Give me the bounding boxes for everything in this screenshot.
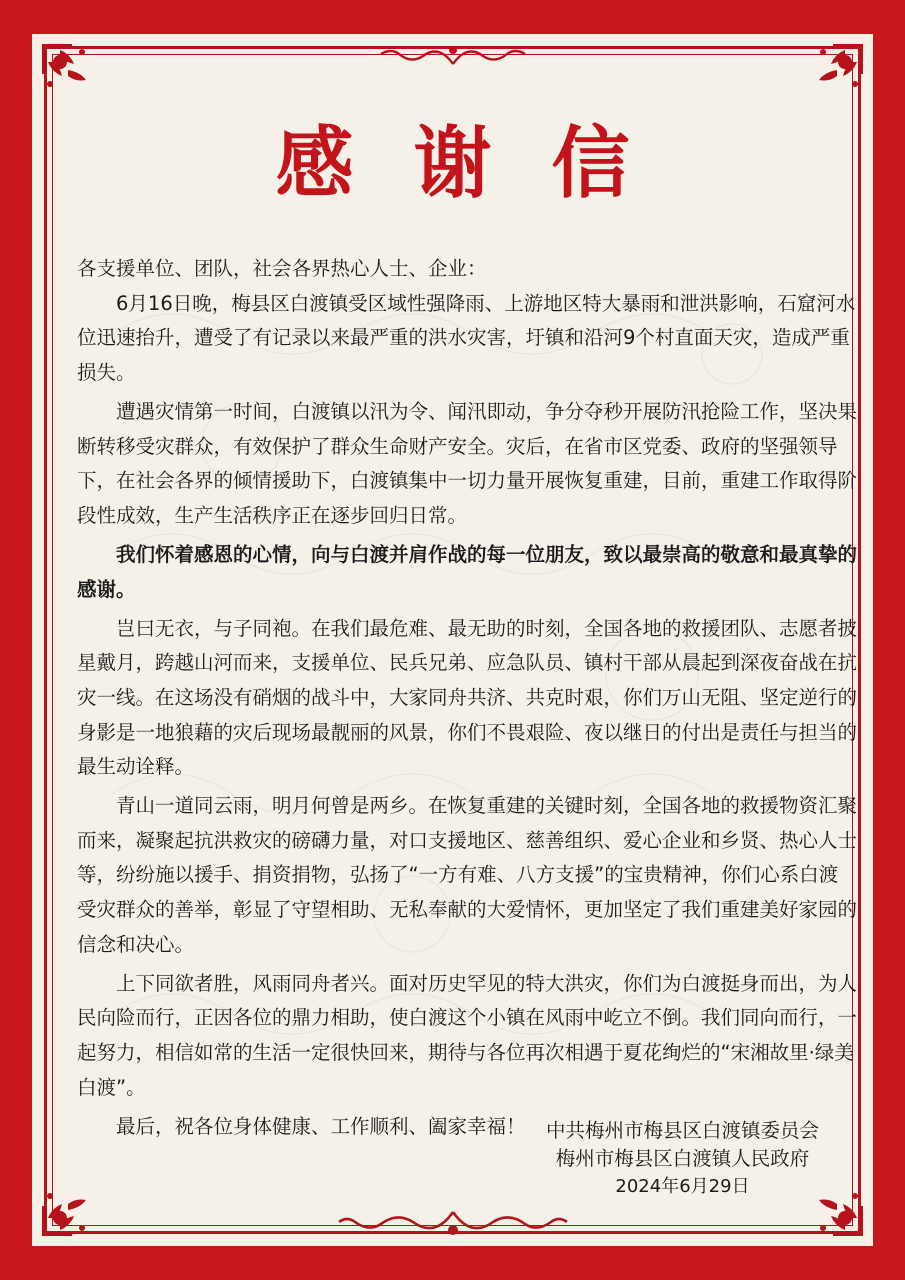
corner-ornament-icon (38, 40, 108, 110)
corner-ornament-icon (797, 40, 867, 110)
paragraph-closing: 最后，祝各位身体健康、工作顺利、阖家幸福！ (116, 1114, 526, 1138)
paragraph: 青山一道同云雨，明月何曾是两乡。在恢复重建的关键时刻，全国各地的救援物资汇聚而来，凝聚起抗洪救灾的磅礴力量，对口支援地区、慈善组织、爱心企业和乡贤、热心人士等，纷纷施以援手、捐资捐物，弘扬了“一方有难、八方支援”的宝贵精神，你们心系白渡受灾群众的善举，彰显了守望相助、无私奉献的大爱情怀，更加坚定了我们重建美好家园的信念和决心。 (77, 794, 858, 956)
paragraph: 6月16日晚，梅县区白渡镇受区域性强降雨、上游地区特大暴雨和泄洪影响，石窟河水位迅速抬升，遭受了有记录以来最严重的洪水灾害，圩镇和沿河9个村直面天灾，造成严重损失。 (77, 291, 856, 384)
paragraph: 岂曰无衣，与子同袍。在我们最危难、最无助的时刻，全国各地的救援团队、志愿者披星戴月，跨越山河而来，支援单位、民兵兄弟、应急队员、镇村干部从晨起到深夜奋战在抗灾一线。在这场没有硝烟的战斗中，大家同舟共济、共克时艰，你们万山无阻、坚定逆行的身影是一地狼藉的灾后现场最靓丽的风景，你们不畏艰险、夜以继日的付出是责任与担当的最生动诠释。 (77, 616, 858, 779)
paragraph-emphasis: 我们怀着感恩的心情，向与白渡并肩作战的每一位朋友，致以最崇高的敬意和最真挚的感谢。 (77, 542, 858, 601)
signatory-party-committee: 中共梅州市梅县区白渡镇委员会 (545, 1119, 819, 1142)
letter-title: 感谢信 (275, 118, 690, 209)
letter-body (77, 252, 857, 1149)
paragraph: 遭遇灾情第一时间，白渡镇以汛为令、闻汛即动，争分夺秒开展防汛抢险工作，坚决果断转移受灾群众，有效保护了群众生命财产安全。灾后，在省市区党委、政府的坚强领导下，在社会各界的倾情援助下，白渡镇集中一切力量开展恢复重建，目前，重建工作取得阶段性成效，生产生活秩序正在逐步回归日常。 (77, 399, 858, 527)
salutation: 各支援单位、团队，社会各界热心人士、企业： (77, 257, 487, 280)
paragraph: 上下同欲者胜，风雨同舟者兴。面对历史罕见的特大洪灾，你们为白渡挺身而出，为人民向险而行，正因各位的鼎力相助，使白渡这个小镇在风雨中屹立不倒。我们同向而行，一起努力，相信如常的生活一定很快回来，期待与各位再次相遇于夏花绚烂的“宋湘故里·绿美白渡”。 (77, 971, 858, 1099)
letter-date: 2024年6月29日 (615, 1176, 750, 1197)
letter-paper (32, 34, 873, 1246)
signatory-government: 梅州市梅县区白渡镇人民政府 (555, 1147, 810, 1170)
top-scroll-ornament-icon (373, 40, 533, 70)
bottom-scroll-ornament-icon (333, 1204, 573, 1242)
signature-block (546, 1117, 819, 1201)
corner-ornament-icon (38, 1170, 108, 1240)
